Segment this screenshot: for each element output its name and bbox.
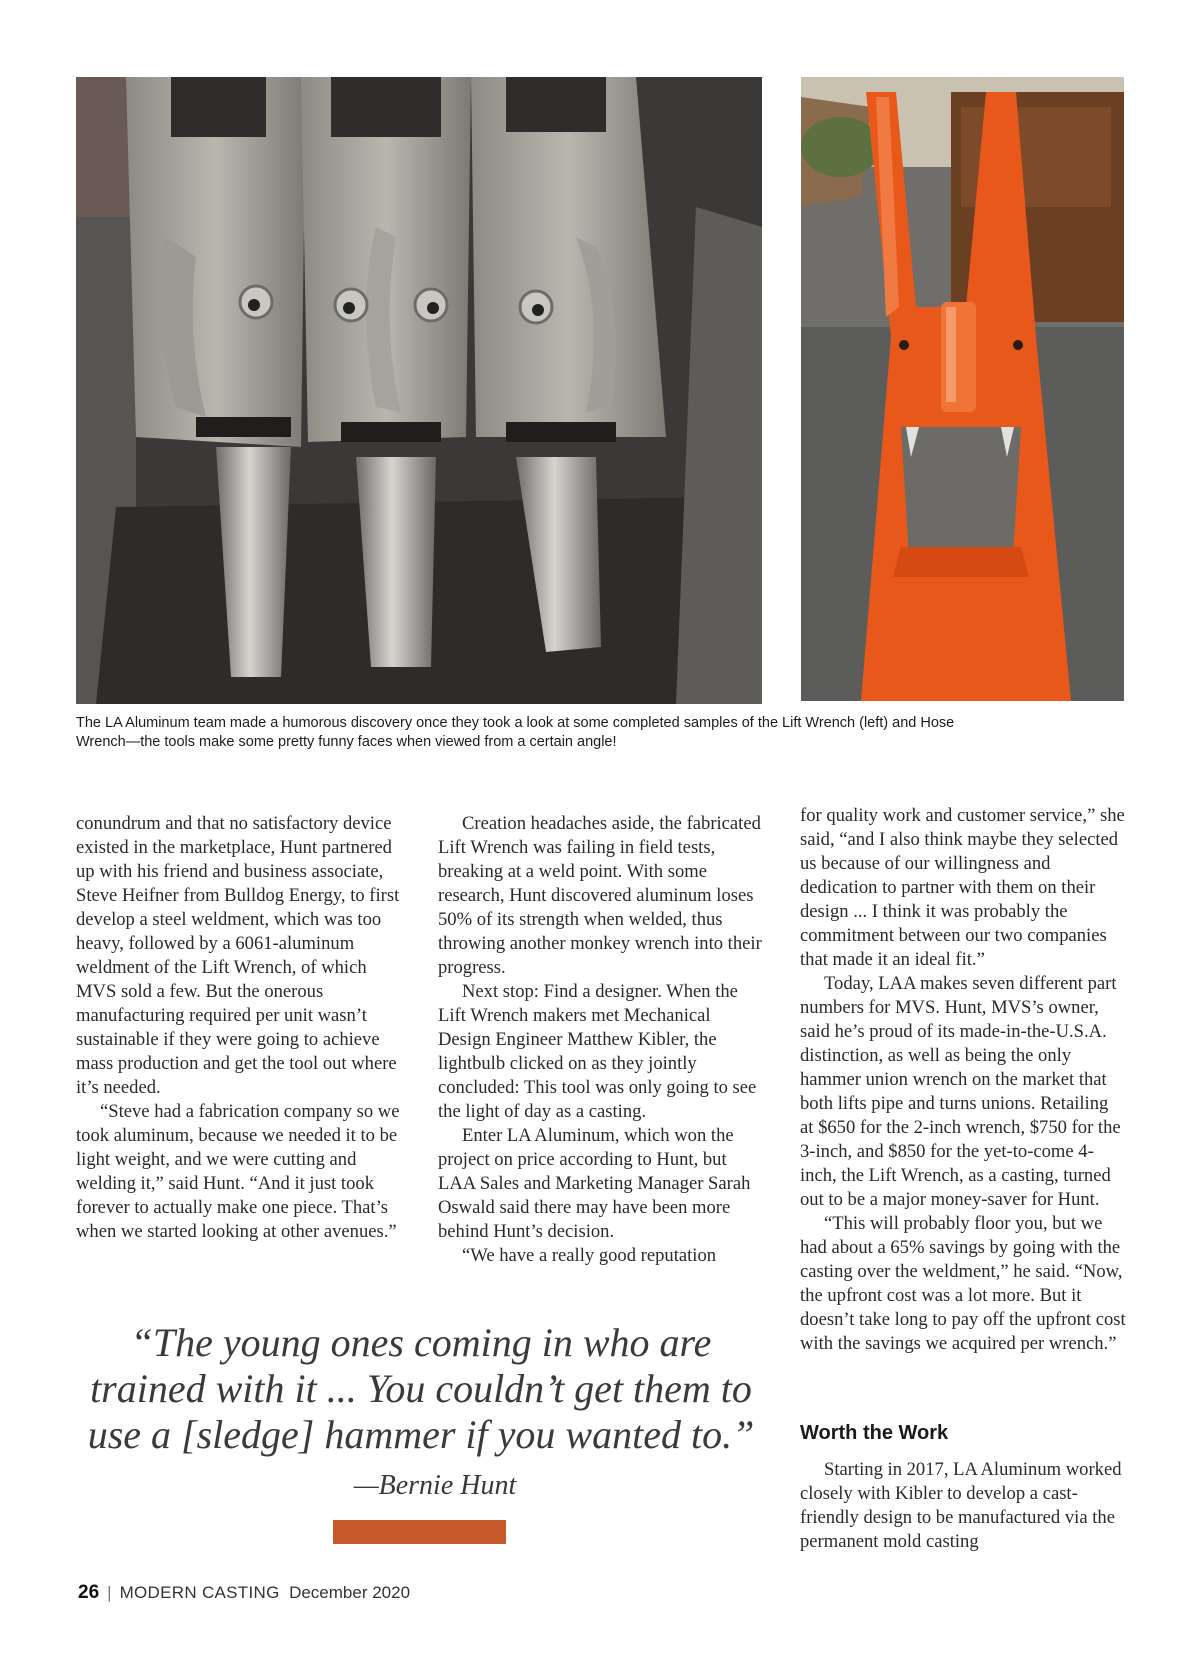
page-footer (78, 1582, 410, 1604)
lift-wrench-photo (76, 77, 762, 704)
pull-quote: “The young ones coming in who are trained with it ... You couldn’t get them to use a [sledge] hammer if you wanted to.” (87, 1320, 755, 1457)
article-column-3-lower (800, 1458, 1126, 1554)
hose-wrench-illustration (801, 77, 1124, 701)
paragraph: Today, LAA makes seven different part numbers for MVS. Hunt, MVS’s owner, said he’s proud of its made-in-the-U.S.A. distinction, as well as being the only hammer union wrench on the market that both lifts pipe and turns unions. Retailing at $650 for the 2-inch wrench, $750 for the 3-inch, and $850 for the yet-to-come 4-inch, the Lift Wrench, as a casting, turned out to be a major money-saver for Hunt. (800, 973, 1121, 1210)
paragraph: “Steve had a fabrication company so we took aluminum, because we needed it to be light weight, and we were cutting and welding it,” said Hunt. “And it just took forever to actually make one piece. That’s when we started looking at other avenues.” (76, 1101, 400, 1242)
caption-line-2: Wrench—the tools make some pretty funny faces when viewed from a certain angle! (76, 734, 617, 750)
magazine-name: MODERN CASTING (119, 1583, 280, 1602)
paragraph: Next stop: Find a designer. When the Lift Wrench makers met Mechanical Design Engineer Matthew Kibler, the lightbulb clicked on as they jointly concluded: This tool was only going to see the light of day as a casting. (438, 981, 757, 1122)
footer-divider: | (107, 1583, 112, 1602)
paragraph: “This will probably floor you, but we had about a 65% savings by going with the casting over the weldment,” he said. “Now, the upfront cost was a lot more. But it doesn’t take long to pay off the upfront cost with the savings we acquired per wrench.” (800, 1213, 1126, 1354)
issue-date: December 2020 (289, 1583, 411, 1602)
photo-caption (76, 714, 1076, 752)
lift-wrench-illustration (76, 77, 762, 704)
paragraph: Starting in 2017, LA Aluminum worked closely with Kibler to develop a cast-friendly design to be manufactured via the permanent mold casting (800, 1459, 1122, 1552)
paragraph: Enter LA Aluminum, which won the project on price according to Hunt, but LAA Sales and Marketing Manager Sarah Oswald said there may have been more behind Hunt’s decision. (438, 1125, 751, 1242)
article-column-3 (800, 804, 1126, 1356)
accent-bar (333, 1520, 506, 1544)
pull-quote-attribution: —Bernie Hunt (353, 1470, 517, 1501)
article-column-1 (76, 812, 410, 1244)
paragraph: for quality work and customer service,” she said, “and I also think maybe they selected us because of our willingness and dedication to partner with them on their design ... I think it was probably the commitment between our two companies that made it an ideal fit.” (800, 805, 1125, 970)
page-number: 26 (78, 1582, 100, 1603)
paragraph: “We have a really good reputation (462, 1245, 717, 1266)
article-column-2 (438, 812, 762, 1268)
caption-line-1: The LA Aluminum team made a humorous discovery once they took a look at some completed samples of the Lift Wrench (left) and Hose (76, 715, 955, 731)
paragraph: Creation headaches aside, the fabricated Lift Wrench was failing in field tests, breaking at a weld point. With some research, Hunt discovered aluminum loses 50% of its strength when welded, thus throwing another monkey wrench into their progress. (438, 813, 762, 978)
hose-wrench-photo (801, 77, 1124, 701)
paragraph: conundrum and that no satisfactory device existed in the marketplace, Hunt partnered up with his friend and business associate, Steve Heifner from Bulldog Energy, to first develop a steel weldment, which was too heavy, followed by a 6061-aluminum weldment of the Lift Wrench, of which MVS sold a few. But the onerous manufacturing required per unit wasn’t sustainable if they were going to achieve mass production and get the tool out where it’s needed. (76, 813, 400, 1098)
section-subhead: Worth the Work (800, 1422, 949, 1444)
